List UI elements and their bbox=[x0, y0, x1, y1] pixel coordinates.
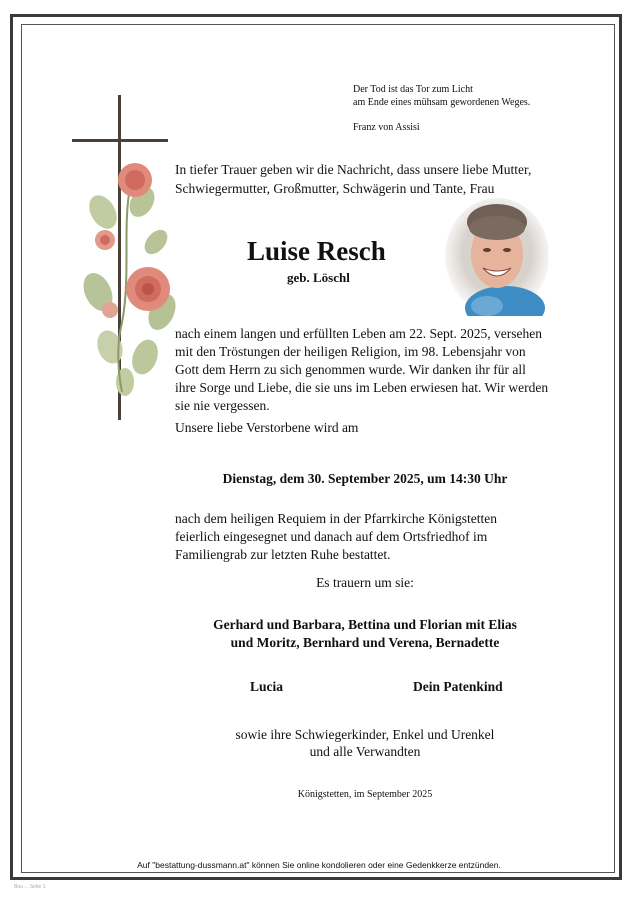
others-line: und alle Verwandten bbox=[309, 744, 421, 759]
paragraph-line: Gott dem Herrn zu sich genommen wurde. Wir danken ihr für all bbox=[175, 362, 526, 377]
funeral-details bbox=[175, 510, 575, 564]
funeral-date: Dienstag, dem 30. September 2025, um 14:30 Uhr bbox=[222, 471, 508, 486]
footer-note: Auf "bestattung-dussmann.at" können Sie online kondolieren oder eine Gedenkkerze entzünden. bbox=[137, 860, 501, 870]
obituary-paragraph bbox=[175, 325, 575, 415]
motto-line: Der Tod ist das Tor zum Licht bbox=[353, 84, 473, 95]
intro-line: In tiefer Trauer geben wir die Nachricht, dass unsere liebe Mutter, bbox=[175, 162, 532, 177]
funeral-intro: Unsere liebe Verstorbene wird am bbox=[175, 420, 359, 435]
page-mark: Bnu ... Seite 1 bbox=[14, 884, 46, 890]
motto-author: Franz von Assisi bbox=[353, 122, 420, 133]
paragraph-line: nach dem heiligen Requiem in der Pfarrkirche Königstetten bbox=[175, 511, 498, 526]
family-line: Gerhard und Barbara, Bettina und Florian mit Elias bbox=[213, 617, 517, 632]
paragraph-line: mit den Tröstungen der heiligen Religion, im 98. Lebensjahr von bbox=[175, 344, 526, 359]
family-list bbox=[175, 616, 555, 652]
maiden-name: geb. Löschl bbox=[287, 270, 350, 285]
paragraph-line: ihre Sorge und Liebe, die sie uns im Leben erwiesen hat. Wir werden bbox=[175, 380, 549, 395]
godchild-name: Lucia bbox=[250, 679, 284, 694]
godchild-label: Dein Patenkind bbox=[413, 679, 503, 694]
paragraph-line: sie nie vergessen. bbox=[175, 398, 270, 413]
intro-text bbox=[175, 160, 575, 198]
cross-with-roses-icon bbox=[70, 92, 182, 422]
paragraph-line: feierlich eingesegnet und danach auf dem Ortsfriedhof im bbox=[175, 529, 488, 544]
others-line: sowie ihre Schwiegerkinder, Enkel und Urenkel bbox=[235, 727, 495, 742]
motto-quote bbox=[353, 83, 530, 109]
intro-line: Schwiegermutter, Großmutter, Schwägerin und Tante, Frau bbox=[175, 181, 495, 196]
portrait-photo bbox=[445, 198, 549, 316]
place-date: Königstetten, im September 2025 bbox=[297, 789, 433, 800]
family-line: und Moritz, Bernhard und Verena, Bernadette bbox=[230, 635, 500, 650]
paragraph-line: nach einem langen und erfüllten Leben am 22. Sept. 2025, versehen bbox=[175, 326, 543, 341]
motto-line: am Ende eines mühsam gewordenen Weges. bbox=[353, 97, 531, 108]
deceased-name: Luise Resch bbox=[247, 236, 386, 266]
paragraph-line: Familiengrab zur letzten Ruhe bestattet. bbox=[175, 547, 391, 562]
other-mourners bbox=[175, 726, 555, 760]
mourners-heading: Es trauern um sie: bbox=[316, 575, 414, 590]
